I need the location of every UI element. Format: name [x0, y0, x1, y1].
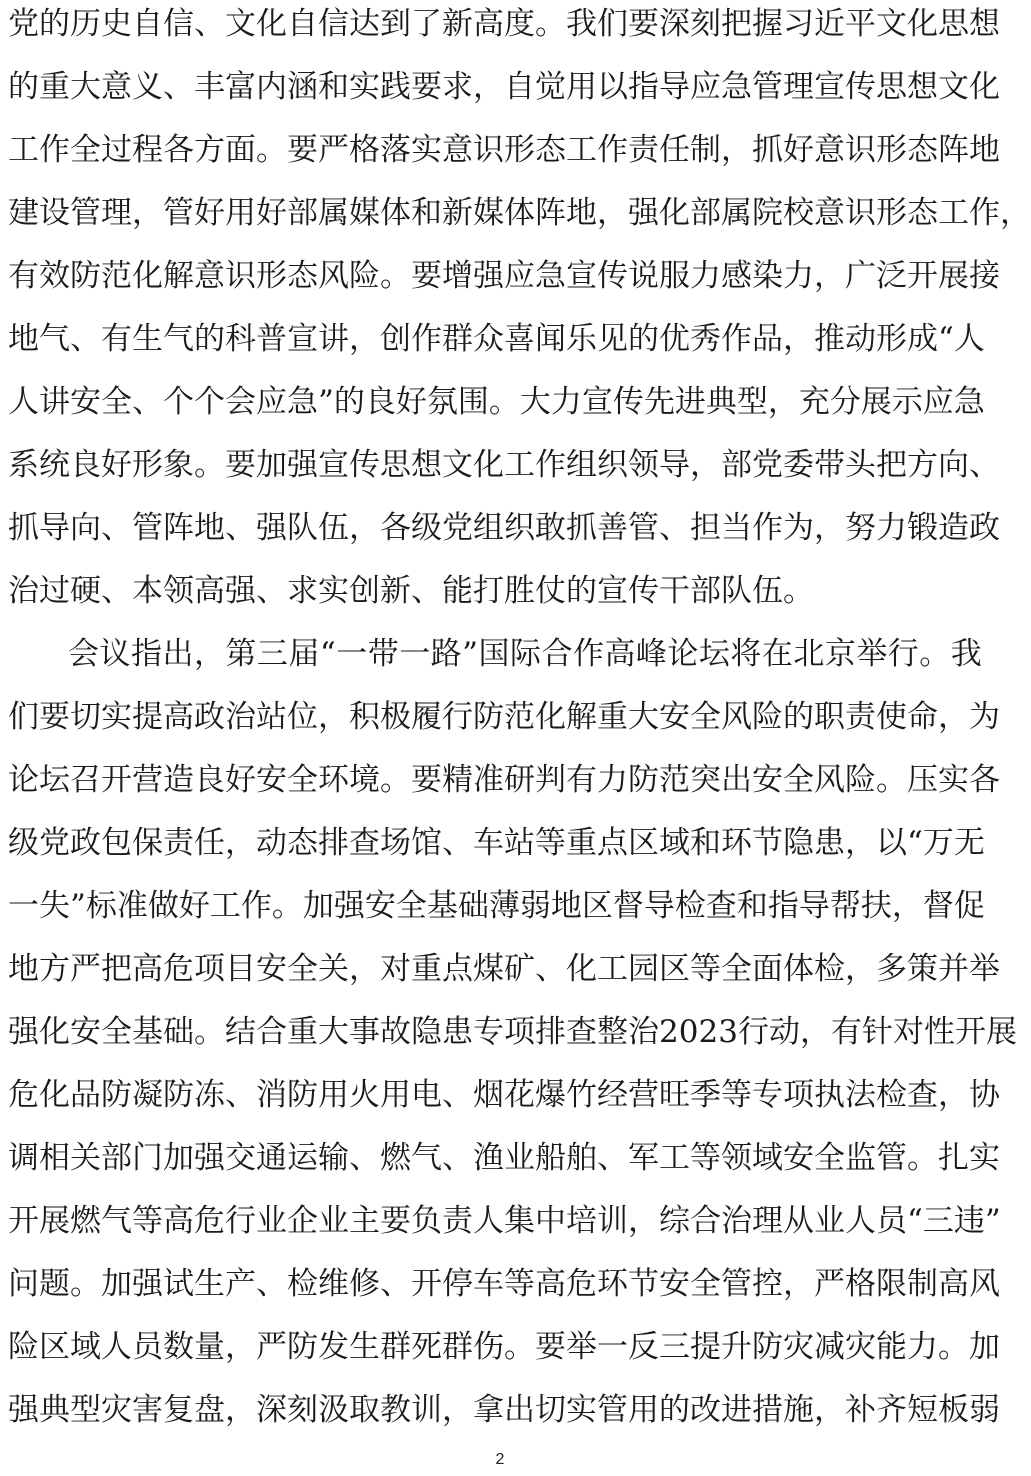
text-line: 的 重 大 意 义 、 丰 富 内 涵 和 实 践 要 求 ， 自 觉 用 以 指 导 应 急 管 理 宣 传 思 想 文 化: [8, 69, 1000, 105]
text-line: 地 气 、 有 生 气 的 科 普 宣 讲 ， 创 作 群 众 喜 闻 乐 见 的 优 秀 作 品 ， 推 动 形 成 “ 人: [8, 321, 985, 357]
text-line: 抓 导 向 、 管 阵 地 、 强 队 伍 ， 各 级 党 组 织 敢 抓 善 管 、 担 当 作 为 ， 努 力 锻 造 政: [8, 510, 1000, 546]
text-line: 强 化 安 全 基 础 。 结 合 重 大 事 故 隐 患 专 项 排 查 整 治 2 0 2 3 行 动 ， 有 针 对 性 开 展: [8, 1014, 1017, 1050]
text-line: 险 区 域 人 员 数 量 ， 严 防 发 生 群 死 群 伤 。 要 举 一 反 三 提 升 防 灾 减 灾 能 力 。 加: [8, 1329, 1000, 1365]
text-line: 工 作 全 过 程 各 方 面 。 要 严 格 落 实 意 识 形 态 工 作 责 任 制 ， 抓 好 意 识 形 态 阵 地: [8, 132, 1000, 168]
text-line: 治过硬、本领高强、求实创新、能打胜仗的宣传干部队伍。: [8, 573, 814, 609]
text-line: 建 设 管 理 ， 管 好 用 好 部 属 媒 体 和 新 媒 体 阵 地 ， 强 化 部 属 院 校 意 识 形 态 工 作 ，: [8, 195, 1031, 231]
text-line: 系 统 良 好 形 象 。 要 加 强 宣 传 思 想 文 化 工 作 组 织 领 导 ， 部 党 委 带 头 把 方 向 、: [8, 447, 1000, 483]
paragraph-first-line: 会 议 指 出 ， 第 三 届 “ 一 带 一 路 ” 国 际 合 作 高 峰 论 坛 将 在 北 京 举 行 。 我: [68, 636, 982, 672]
text-line: 党 的 历 史 自 信 、 文 化 自 信 达 到 了 新 高 度 。 我 们 要 深 刻 把 握 习 近 平 文 化 思 想: [8, 6, 1000, 42]
text-line: 人 讲 安 全 、 个 个 会 应 急 ” 的 良 好 氛 围 。 大 力 宣 传 先 进 典 型 ， 充 分 展 示 应 急: [8, 384, 985, 420]
text-line: 强 典 型 灾 害 复 盘 ， 深 刻 汲 取 教 训 ， 拿 出 切 实 管 用 的 改 进 措 施 ， 补 齐 短 板 弱: [8, 1392, 1000, 1428]
page-number: 2: [495, 1451, 505, 1468]
text-line: 级 党 政 包 保 责 任 ， 动 态 排 查 场 馆 、 车 站 等 重 点 区 域 和 环 节 隐 患 ， 以 “ 万 无: [8, 825, 985, 861]
text-line: 危 化 品 防 凝 防 冻 、 消 防 用 火 用 电 、 烟 花 爆 竹 经 营 旺 季 等 专 项 执 法 检 查 ， 协: [8, 1077, 1000, 1113]
text-line: 一 失 ” 标 准 做 好 工 作 。 加 强 安 全 基 础 薄 弱 地 区 督 导 检 查 和 指 导 帮 扶 ， 督 促: [8, 888, 985, 924]
text-line: 问 题 。 加 强 试 生 产 、 检 维 修 、 开 停 车 等 高 危 环 节 安 全 管 控 ， 严 格 限 制 高 风: [8, 1266, 1000, 1302]
text-line: 们 要 切 实 提 高 政 治 站 位 ， 积 极 履 行 防 范 化 解 重 大 安 全 风 险 的 职 责 使 命 ， 为: [8, 699, 1000, 735]
text-line: 开 展 燃 气 等 高 危 行 业 企 业 主 要 负 责 人 集 中 培 训 ， 综 合 治 理 从 业 人 员 “ 三 违 ”: [8, 1203, 1001, 1239]
text-line: 有 效 防 范 化 解 意 识 形 态 风 险 。 要 增 强 应 急 宣 传 说 服 力 感 染 力 ， 广 泛 开 展 接: [8, 258, 1000, 294]
text-line: 地 方 严 把 高 危 项 目 安 全 关 ， 对 重 点 煤 矿 、 化 工 园 区 等 全 面 体 检 ， 多 策 并 举: [8, 951, 1000, 987]
text-line: 调 相 关 部 门 加 强 交 通 运 输 、 燃 气 、 渔 业 船 舶 、 军 工 等 领 域 安 全 监 管 。 扎 实: [8, 1140, 1000, 1176]
text-line: 论 坛 召 开 营 造 良 好 安 全 环 境 。 要 精 准 研 判 有 力 防 范 突 出 安 全 风 险 。 压 实 各: [8, 762, 1000, 798]
